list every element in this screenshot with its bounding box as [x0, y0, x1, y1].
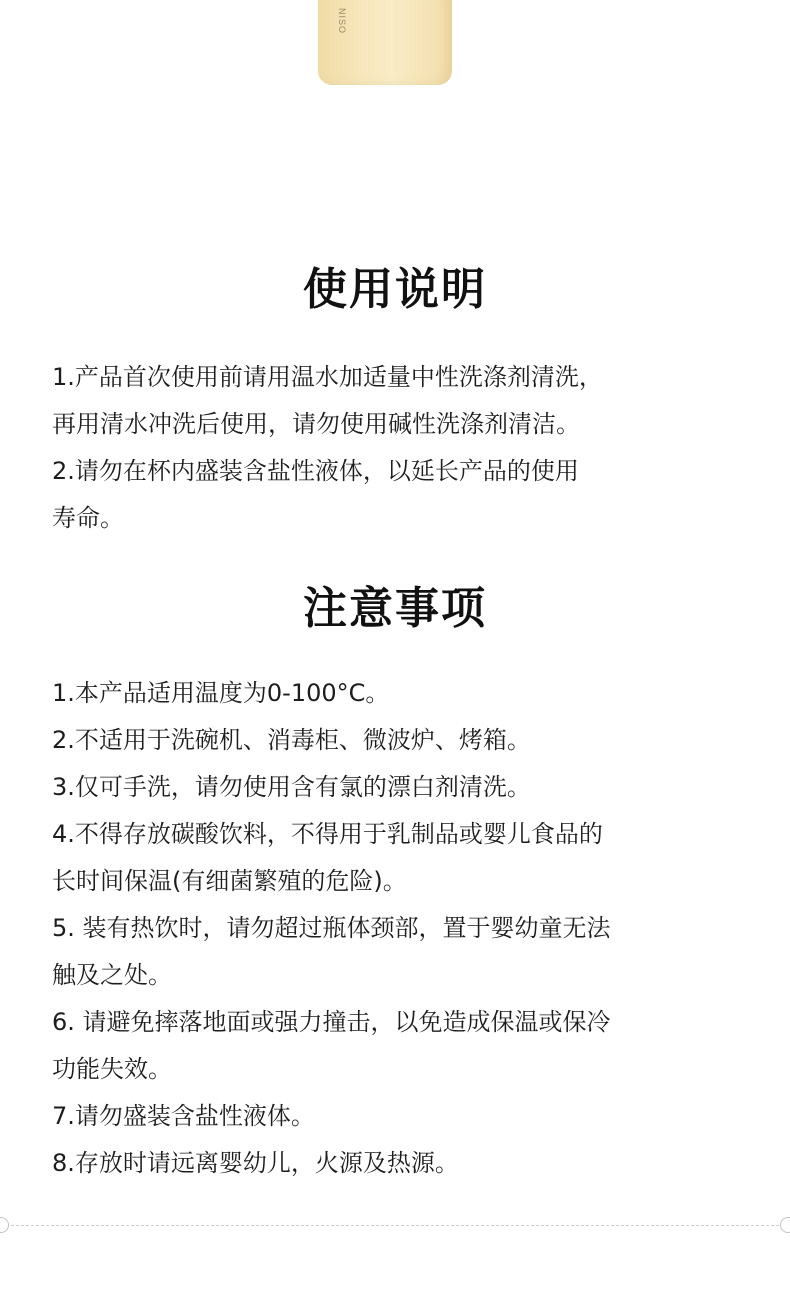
notes-line: 触及之处。 — [52, 961, 172, 989]
notes-line: 3.仅可手洗，请勿使用含有氯的漂白剂清洗。 — [52, 773, 531, 801]
usage-line: 寿命。 — [52, 504, 124, 532]
notes-line: 长时间保温(有细菌繁殖的危险)。 — [52, 867, 407, 895]
notes-line: 功能失效。 — [52, 1055, 172, 1083]
bottle-brand-text: NISO — [337, 8, 347, 35]
notes-line: 5. 装有热饮时，请勿超过瓶体颈部，置于婴幼童无法 — [52, 914, 611, 942]
notes-line: 4.不得存放碳酸饮料，不得用于乳制品或婴儿食品的 — [52, 820, 603, 848]
notes-line: 6. 请避免摔落地面或强力撞击，以免造成保温或保冷 — [52, 1008, 611, 1036]
section-divider — [6, 1225, 784, 1226]
usage-line: 再用清水冲洗后使用，请勿使用碱性洗涤剂清洁。 — [52, 410, 580, 438]
usage-instructions — [52, 354, 752, 542]
divider-left-dot — [0, 1217, 9, 1233]
notes-list — [52, 670, 752, 1187]
notes-title: 注意事项 — [303, 583, 487, 634]
usage-line: 1.产品首次使用前请用温水加适量中性洗涤剂清洗， — [52, 363, 603, 391]
notes-line: 2.不适用于洗碗机、消毒柜、微波炉、烤箱。 — [52, 726, 531, 754]
usage-title: 使用说明 — [303, 264, 487, 315]
divider-right-dot — [780, 1217, 790, 1233]
usage-line: 2.请勿在杯内盛装含盐性液体，以延长产品的使用 — [52, 457, 579, 485]
notes-line: 1.本产品适用温度为0-100°C。 — [52, 679, 390, 707]
notes-line: 7.请勿盛装含盐性液体。 — [52, 1102, 315, 1130]
notes-line: 8.存放时请远离婴幼儿，火源及热源。 — [52, 1149, 459, 1177]
